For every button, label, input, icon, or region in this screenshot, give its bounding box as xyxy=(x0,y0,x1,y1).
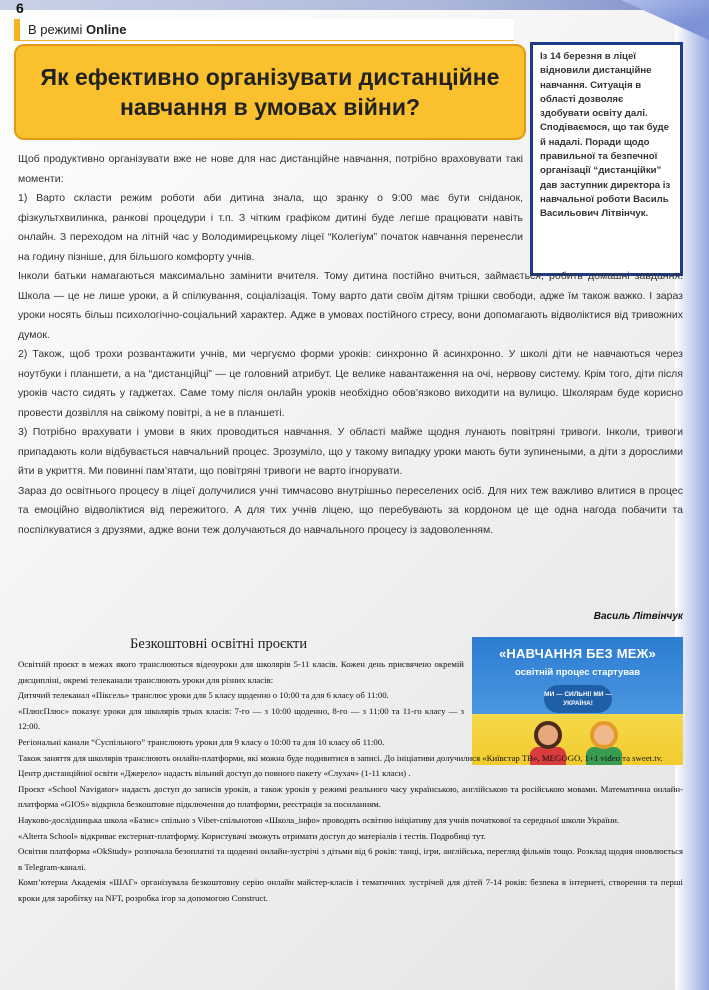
project-paragraph: Комп’ютерна Академія «ШАГ» організувала безкоштовну серію онлайн майстер-класів і тематичних зустрічей для дітей 7-14 років: безпека в інтернеті, створення та перші кроки для заробітку на NFT, розробка ігор за допомогою Construct. xyxy=(18,877,683,903)
project-paragraph: Освітня платформа «OkStudy» розпочала безоплатні та щоденні онлайн-зустрічі з дітьми від 6 років: танці, ігри, англійська, перегляд фільмів тощо. Розклад щодня оновлюється в Telegram-каналі. xyxy=(18,846,683,872)
article-paragraph: 3) Потрібно врахувати і умови в яких проводиться навчання. У області майже щодня лунають повітряні тривоги. Інколи, тривоги припадають коли відбувається навчальний процес. Зрозуміло, що у такому випадку уроки мають бути зупинеными, а діти з дорослими йти в укриття. Ми повинні пам’ятати, що повітряні тривоги не варто ігнорувати. xyxy=(18,426,683,477)
project-paragraph: Регіональні канали “Суспільного” транслюють уроки для 9 класу о 10:00 та для 10 класу об 11:00. xyxy=(18,736,385,747)
article-paragraph: 2) Також, щоб трохи розвантажити учнів, ми чергуємо форми уроків: синхронно й асинхронно. У школі діти не навчаються через ноутбуки і планшети, а на “дистанційці” — це головний атрибут. Це велике навантаження на очі, нервову систему. Крім того, діти після уроків часто сидять у гаджетах. Саме тому після онлайн уроків необхідно обов’язково виходити на вулицю. Школярам буде корисно провести дозвілля на свіжому повітрі, а не в планшеті. xyxy=(18,348,683,419)
top-band xyxy=(0,0,709,10)
rubric-prefix: В режимі xyxy=(28,22,86,37)
article-paragraph: Щоб продуктивно організувати вже не нове для нас дистанційне навчання, потрібно враховувати такі моменти: xyxy=(18,153,523,185)
project-paragraph: «ПлюсПлюс» показує уроки для школярів трьох класів: 7-го — з 10:00 щоденно, 8-го — з 11:00 та 11-го класу — з 12:00. xyxy=(18,705,464,732)
project-paragraph: Дитячий телеканал «Піксель» транслює уроки для 5 класу щоденно о 10:00 та для 6 класу об 11:00. xyxy=(18,690,389,701)
article-paragraph: Інколи батьки намагаються максимально замінити вчителя. Тому дитина постійно вчиться, займається, робить домашні завдання. Школа — це не лише уроки, а й спілкування, соціалізація. Тому варто дати своїм дітям трішки свободи, адже їм також важко. І зараз уроки носять більш психологічно-соціальний характер. Адже в умовах постійного стресу, вони допомагають відволіктися від тривожних думок. xyxy=(18,270,683,341)
project-paragraph: Також заняття для школярів транслюють онлайн-платформи, які можна буде подивитися в записі. До ініціативи долучилися «Київстар ТВ», MEGOGO, 1+1 video та sweet.tv. xyxy=(18,752,663,763)
title-box xyxy=(14,44,526,140)
project-paragraph: «Alterra School» відкриває екстернат-платформу. Користувачі зможуть отримати доступ до матеріалів і тестів. Подробиці тут. xyxy=(18,830,486,841)
project-paragraph: Центр дистанційної освіти «Джерело» надасть вільний доступ до повного пакету «Слухач» (1-11 класи) . xyxy=(18,768,411,779)
project-paragraph: Освітній проєкт в межах якого транслюються відеоуроки для школярів 5-11 класів. Кожен день присвячено окремій дисципліні, окремі телеканали транслюють уроки для різних класів: xyxy=(18,659,464,685)
banner-title: «НАВЧАННЯ БЕЗ МЕЖ» xyxy=(498,646,656,661)
author-signature: Василь Літвінчук xyxy=(593,611,683,622)
article-paragraph: Зараз до освітнього процесу в ліцеї долучилися учні тимчасово внутрішньо переселених осіб. Для них теж важливо влитися в процес та емоційно відволіктися від пережитого. А для тих учнів ліцею, що перебувають за кордоном це ще одна нагода побачити та поспілкуватися з друзями, адже вони теж долучаються до навчального процесу із задоволенням. xyxy=(18,484,683,536)
banner-subtitle: освітній процес стартував xyxy=(514,667,641,678)
banner-speech-bubble: МИ — СИЛЬНІ! МИ — УКРАЇНА! xyxy=(544,685,612,713)
rubric-bold: Online xyxy=(86,22,127,37)
projects-list xyxy=(18,657,683,907)
section-title: Безкоштовні освітні проєкти xyxy=(130,636,308,652)
article-title: Як ефективно організувати дистанційне навчання в умовах війни? xyxy=(40,64,500,120)
intro-sidebar: Із 14 березня в ліцеї відновили дистанційне навчання. Ситуація в області дозволяє здобувати освіту далі. Сподіваємося, що так буде й надалі. Поради щодо правильної та безпечної організації “дистанційки” дав заступник директора із навчальної роботи Василь Васильович Літвінчук. xyxy=(530,42,683,276)
rubric-label xyxy=(14,19,514,41)
article-body xyxy=(18,150,683,540)
project-paragraph: Науково-дослідницька школа «Базис» спільно з Viber-спільнотою «Школа_інфо» проводять освітню ініціативу для учнів початкової та середньої школи України. xyxy=(18,814,620,825)
page-number: 6 xyxy=(16,0,24,16)
article-paragraph: 1) Варто скласти режим роботи аби дитина знала, що зранку о 9:00 має бути сніданок, фізкультхвилинка, ранкові процедури і т.п. З чітким графіком дитині буде легше працювати навіть онлайн. З переходом на літній час у Володимирецькому ліцеї “Колегіум” початок навчання перенесли на годину пізніше, для більшого комфорту учнів. xyxy=(18,192,523,263)
project-paragraph: Проєкт «School Navigator» надасть доступ до записів уроків, а також уроків у режимі реального часу українською, англійською та російською мовами. Математична онлайн-платформа «GIOS» відкрила безкоштовне підключення до платформи, реєстрація за посиланням. xyxy=(18,783,683,810)
